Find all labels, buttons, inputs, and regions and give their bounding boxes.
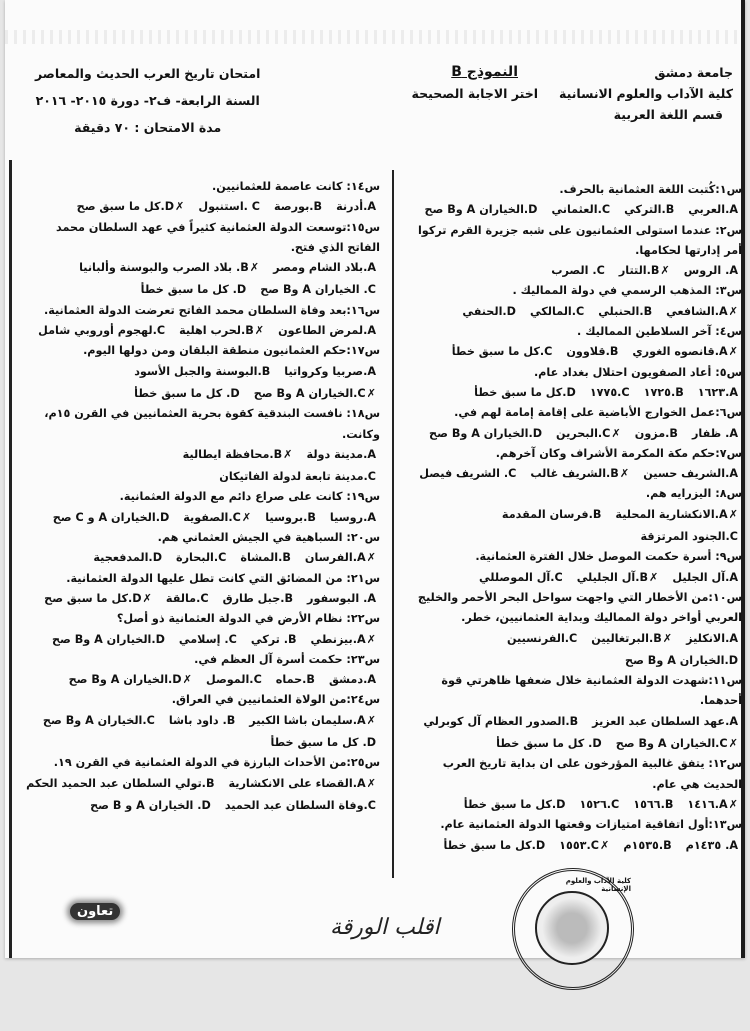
answer-option[interactable]: B.قلاوون — [566, 345, 619, 359]
answer-option[interactable]: D. كل ما سبق خطأ — [496, 737, 602, 751]
question-item — [402, 444, 742, 485]
question-item — [22, 301, 380, 342]
answer-option[interactable]: A.آل الجليل — [672, 570, 738, 584]
question-text: س٢٤:من الولاة العثمانيين في العراق. — [171, 693, 380, 707]
faculty-name: كلية الآداب والعلوم الانسانية — [559, 86, 733, 101]
answer-option[interactable]: A.بلاد الشام ومصر — [273, 261, 376, 275]
question-text: س١٧:حكم العثمانيون منطقة البلقان ومن دولها اليوم. — [83, 344, 380, 358]
answer-option-marked[interactable]: ✗ B.لحرب اهلية — [179, 321, 264, 341]
question-item — [402, 588, 742, 671]
exam-model: النموذج B — [451, 64, 518, 80]
answer-options — [402, 464, 742, 484]
answer-option[interactable]: D. كل ما سبق خطأ — [140, 283, 247, 297]
answer-option-marked[interactable]: ✗ C.الخياران A وB صح — [616, 734, 738, 754]
question-item — [402, 281, 742, 322]
question-text: س٥: أعاد الصفويون احتلال بغداد عام. — [533, 365, 742, 379]
answer-options — [402, 261, 742, 281]
answer-option[interactable]: A.صربيا وكرواتيا — [284, 364, 376, 378]
answer-option[interactable]: A.روسيا — [329, 510, 376, 524]
answer-option[interactable]: D.الخياران A وB صح — [424, 203, 538, 217]
answer-option[interactable]: B.الحنبلي — [598, 304, 653, 318]
answer-options — [22, 548, 380, 568]
answer-option[interactable]: C.البحارة — [175, 551, 227, 565]
question-text: س١٦:بعد وفاة السلطان محمد الفاتح تعرضت الدولة العثمانية. — [43, 303, 380, 317]
question-item — [22, 650, 380, 691]
instruction-text: اختر الاجابة الصحيحة — [411, 86, 538, 101]
answer-options — [402, 836, 742, 856]
question-item — [402, 815, 742, 856]
question-item — [402, 363, 742, 404]
answer-option[interactable]: D.كل ما سبق خطأ — [443, 838, 546, 852]
answer-option[interactable]: C.مالقة — [165, 591, 209, 605]
answer-option[interactable]: B. داود باشا — [168, 713, 236, 727]
answer-option[interactable]: A.مدينة دولة — [306, 447, 376, 461]
answer-option-marked[interactable]: ✗ A.القضاء على الانكشارية — [228, 774, 376, 794]
answer-option[interactable]: C.العثماني — [551, 203, 611, 217]
answer-option[interactable]: B.مزون — [634, 426, 678, 440]
answer-option-marked[interactable]: ✗ A.١٤١٦ — [687, 795, 738, 815]
answer-options — [402, 200, 742, 220]
question-text: س٤: آخر السلاطين المماليك . — [577, 325, 742, 339]
answer-option-marked[interactable]: ✗ B.محافظة ايطالية — [183, 445, 293, 465]
answer-option-marked[interactable]: ✗ B. بلاد الصرب والبوسنة وألبانيا — [79, 258, 259, 278]
left-border-line — [9, 160, 12, 958]
answer-option[interactable]: C.كل ما سبق خطأ — [451, 345, 553, 359]
university-name: جامعة دمشق — [654, 65, 733, 80]
question-text: س١٤: كانت عاصمة للعثمانيين. — [212, 180, 380, 193]
answer-options — [22, 321, 380, 341]
answer-option[interactable]: D.كل ما سبق خطأ — [474, 385, 576, 399]
answer-options — [22, 258, 380, 301]
question-text: س٢٣: حكمت أسرة آل العظم في. — [194, 652, 380, 666]
answer-option[interactable]: B.حماه — [275, 673, 315, 687]
answer-options — [22, 711, 380, 754]
answer-option[interactable]: B.١٥٣٥م — [623, 838, 672, 852]
answer-options — [402, 302, 742, 322]
answer-option[interactable]: C.آل الموصللي — [478, 570, 563, 584]
answer-options — [402, 712, 742, 755]
answer-option[interactable]: A.الانكليز — [686, 631, 738, 645]
answer-option[interactable]: C.لهجوم أوروبي شامل — [38, 324, 166, 338]
answer-option[interactable]: D.المدفعجية — [93, 551, 162, 565]
questions-column-right — [402, 180, 742, 856]
answer-option[interactable]: D.الخياران A وB صح — [625, 653, 738, 667]
question-item — [402, 221, 742, 282]
question-text: س١٣:أول اتفاقية امتيازات وقعتها الدولة العثمانية عام. — [440, 818, 742, 832]
answer-option-marked[interactable]: ✗ B.الشريف غالب — [530, 464, 629, 484]
answer-option[interactable]: D.الخياران A و C صح — [52, 510, 170, 524]
answer-option[interactable]: A.لمرض الطاعون — [278, 324, 376, 338]
answer-option[interactable]: A.العربي — [688, 203, 738, 217]
answer-option[interactable]: C.الخياران A وB صح — [42, 713, 155, 727]
answer-option[interactable]: A. ١٤٣٥م — [685, 838, 738, 852]
answer-option[interactable]: B.جبل طارق — [222, 591, 294, 605]
answer-options — [22, 197, 380, 217]
answer-option-marked[interactable]: ✗ C.الصفوية — [183, 508, 251, 528]
exam-duration: مدة الامتحان : ٧٠ دقيقة — [74, 120, 222, 135]
answer-options — [402, 629, 742, 672]
question-text: س١٨: نافست البندقية كقوة بحرية العثمانيين في القرن ١٥م، وكانت. — [44, 407, 380, 441]
question-text: س٢٠: السباهية في الجيش العثماني هم. — [157, 531, 380, 545]
answer-option[interactable]: D.الحنفي — [462, 304, 516, 318]
answer-option[interactable]: D. كل ما سبق خطأ — [270, 736, 376, 750]
question-item — [22, 528, 380, 569]
answer-options — [402, 424, 742, 444]
answer-option-marked[interactable]: ✗ A.قانصوه الغوري — [632, 342, 738, 362]
answer-option-marked[interactable]: ✗ B.التتار — [619, 261, 670, 281]
year-session: السنة الرابعة- ف٢- دورة ٢٠١٥- ٢٠١٦ — [35, 93, 260, 108]
question-text: س١٠:من الأخطار التي واجهت سواحل البحر الأحمر والخليج العربي أواخر دولة المماليك وبداية العثمانيين، خطر. — [417, 590, 742, 625]
answer-option-marked[interactable]: ✗ A.سليمان باشا الكبير — [249, 711, 376, 731]
answer-option[interactable]: C.١٥٢٦ — [579, 797, 620, 811]
university-seal — [512, 868, 634, 990]
answer-option[interactable]: D.الخياران A وB صح — [429, 426, 543, 440]
exam-title: امتحان تاريخ العرب الحديث والمعاصر — [35, 66, 261, 81]
answer-option[interactable]: D. الخياران A و B صح — [90, 798, 211, 812]
question-item — [22, 404, 380, 487]
answer-option-marked[interactable]: ✗ D.الخياران A وB صح — [69, 670, 192, 690]
answer-option[interactable]: B. تركي — [250, 632, 297, 646]
answer-option[interactable]: B.١٧٢٥ — [643, 385, 684, 399]
answer-options — [22, 589, 380, 609]
answer-option-marked[interactable]: ✗ A.الفرسان — [305, 548, 376, 568]
answer-option-marked[interactable]: ✗ C.البحرين — [556, 424, 621, 444]
answer-option[interactable]: C.وفاة السلطان عبد الحميد — [224, 798, 376, 812]
answer-options — [22, 362, 380, 405]
answer-option[interactable]: A. البوسفور — [307, 591, 376, 605]
answer-option[interactable]: C. الخياران A وB صح — [260, 283, 376, 297]
question-item — [22, 609, 380, 650]
answer-option[interactable]: B.فرسان المقدمة — [501, 507, 602, 521]
answer-options — [22, 630, 380, 650]
question-item — [402, 322, 742, 363]
answer-option[interactable]: C. الصرب — [551, 264, 605, 278]
seal-text: كلية الآداب والعلوم الإنسانية — [565, 877, 631, 893]
scan-noise — [5, 30, 745, 44]
question-text: س٢٢: نظام الأرض في الدولة العثمانية ذو أصل؟ — [116, 612, 380, 626]
questions-column-left — [22, 177, 380, 816]
column-divider — [392, 170, 394, 878]
answer-options — [22, 670, 380, 690]
question-text: س٦:عمل الخوارج الأباضية على إقامة إمامة لهم في. — [454, 406, 742, 420]
flip-page-note: اقلب الورقة — [330, 915, 440, 940]
answer-option[interactable]: D.الخياران A وB صح — [51, 632, 165, 646]
answer-option-marked[interactable]: ✗ A.الانكشارية المحلية — [615, 505, 738, 525]
answer-options — [402, 342, 742, 362]
answer-option-marked[interactable]: ✗ A.الشافعي — [666, 302, 738, 322]
publisher-logo: تعاون — [70, 903, 120, 920]
exam-info-header — [35, 60, 260, 141]
answer-options — [402, 383, 742, 403]
department-name: قسم اللغة العربية — [613, 107, 723, 122]
question-item — [402, 671, 742, 754]
answer-option[interactable]: A.دمشق — [328, 673, 376, 687]
question-item — [402, 484, 742, 547]
question-item — [22, 569, 380, 610]
question-item — [22, 753, 380, 816]
question-item — [22, 218, 380, 301]
question-item — [402, 754, 742, 815]
answer-options — [22, 774, 380, 817]
question-item — [402, 180, 742, 221]
answer-option[interactable]: C. إسلامي — [178, 632, 237, 646]
answer-options — [402, 568, 742, 588]
answer-option[interactable]: A. ظفار — [691, 426, 738, 440]
question-text: س٢٥:من الأحداث البارزة في الدولة العثمانية في القرن ١٩. — [53, 756, 380, 770]
answer-option[interactable]: B.تولي السلطان عبد الحميد الحكم — [26, 776, 215, 790]
model-header — [412, 62, 538, 104]
question-text: س٣: المذهب الرسمي في دولة المماليك . — [512, 284, 742, 298]
answer-option[interactable]: A.الشريف حسين — [643, 467, 738, 481]
answer-options — [22, 508, 380, 528]
answer-option[interactable]: B.١٥٦٦ — [633, 797, 674, 811]
answer-option[interactable]: C.١٧٧٥ — [589, 385, 630, 399]
answer-option[interactable]: C.مدينة تابعة لدولة الفاتيكان — [219, 470, 376, 484]
answer-option[interactable]: B.البوسنة والجبل الأسود — [134, 364, 271, 378]
answer-option-marked[interactable]: ✗ D.كل ما سبق صح — [77, 197, 185, 217]
answer-option[interactable]: C. الشريف فيصل — [419, 467, 517, 481]
answer-option[interactable]: C .استنبول — [198, 200, 261, 214]
question-text: س٨: اليزرايه هم. — [645, 487, 742, 501]
answer-option[interactable]: B.بروسيا — [265, 510, 316, 524]
question-text: س١٩: كانت على صراع دائم مع الدولة العثمانية. — [119, 490, 380, 504]
question-item — [402, 403, 742, 444]
answer-option[interactable]: B.التركي — [624, 203, 675, 217]
answer-option-marked[interactable]: ✗ B.آل الجليلي — [577, 568, 659, 588]
answer-option[interactable]: C.الفرنسيين — [506, 631, 578, 645]
answer-option-marked[interactable]: ✗ D.كل ما سبق صح — [44, 589, 152, 609]
answer-option-marked[interactable]: ✗ C.الخياران A وB صح — [254, 384, 376, 404]
answer-option[interactable]: A.١٦٢٣ — [697, 385, 738, 399]
answer-options — [22, 445, 380, 488]
question-text: س٩: أسرة حكمت الموصل خلال الفترة العثمانية. — [475, 550, 742, 564]
question-text: س٢: عندما استولى العثمانيون على شبه جزيرة القرم تركوا أمر إدارتها لحكامها. — [417, 223, 742, 257]
answer-option[interactable]: C.المالكي — [529, 304, 585, 318]
question-item — [22, 177, 380, 218]
answer-option-marked[interactable]: ✗ B.البرتغاليين — [591, 629, 672, 649]
question-item — [402, 547, 742, 588]
question-item — [22, 487, 380, 528]
answer-option-marked[interactable]: ✗ A.بيزنطي — [311, 630, 376, 650]
answer-option[interactable]: B.بورصة — [274, 200, 323, 214]
answer-option[interactable]: C.الموصل — [205, 673, 262, 687]
question-text: س٧:حكم مكة المكرمة الأشراف وكان آخرهم. — [495, 446, 742, 460]
seal-emblem-icon — [535, 891, 609, 965]
answer-option[interactable]: D. كل ما سبق خطأ — [134, 386, 240, 400]
answer-option-marked[interactable]: ✗ C.١٥٥٣ — [559, 836, 609, 856]
answer-option[interactable]: B.الصدور العظام آل كوبرلي — [423, 714, 579, 728]
answer-option[interactable]: A. الروس — [683, 264, 738, 278]
answer-option[interactable]: D.كل ما سبق خطأ — [463, 797, 566, 811]
answer-options — [402, 505, 742, 548]
answer-option[interactable]: A.أدرنة — [336, 200, 376, 214]
question-text: س١١:شهدت الدولة العثمانية خلال ضعفها ظاهرتي قوة أحدهما. — [441, 674, 742, 708]
answer-option[interactable]: C.الجنود المرتزقة — [640, 530, 738, 544]
answer-option[interactable]: A.عهد السلطان عبد العزيز — [592, 714, 738, 728]
question-text: س١:كُتبت اللغة العثمانية بالحرف. — [559, 183, 742, 196]
question-text: س١٢: يتفق غالبية المؤرخون على ان بداية تاريخ العرب الحديث هي عام. — [442, 757, 742, 791]
question-item — [22, 690, 380, 753]
question-text: س١٥:توسعت الدولة العثمانية كثيراً في عهد السلطان محمد الفاتح الذي فتح. — [56, 220, 380, 254]
question-text: س٢١: من المضائق التي كانت تطل عليها الدولة العثمانية. — [66, 571, 380, 585]
question-item — [22, 341, 380, 404]
answer-option[interactable]: B.المشاة — [240, 551, 291, 565]
answer-options — [402, 795, 742, 815]
institution-header — [559, 62, 733, 125]
